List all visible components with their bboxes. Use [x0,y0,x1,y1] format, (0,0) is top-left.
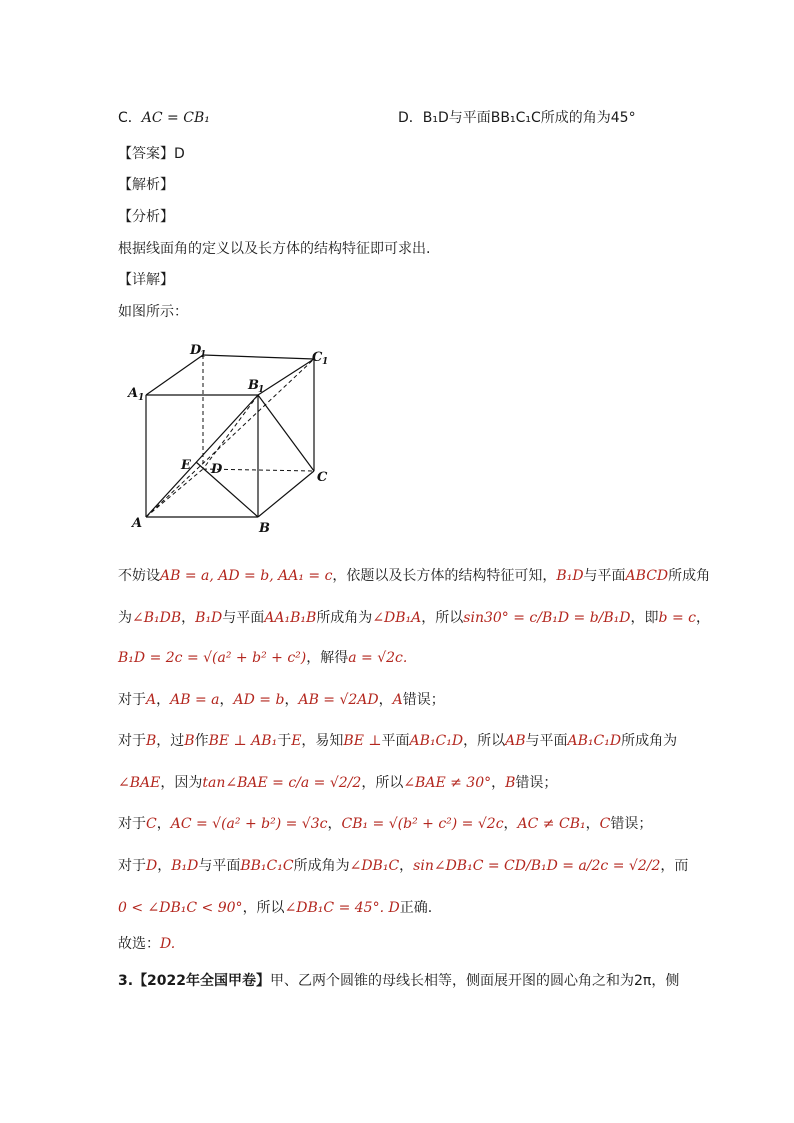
next-question-source: 【2022年全国甲卷】 [133,973,271,989]
svg-text:1: 1 [138,393,145,403]
rutu-text: 如图所示： [118,304,188,320]
solution-line-7 [118,814,652,834]
option-d-label: D． [398,110,423,126]
svg-text:1: 1 [258,385,265,395]
next-question-number: 3. [118,973,134,989]
edge-a-c1 [146,359,314,517]
next-question-text: 甲、乙两个圆锥的母线长相等，侧面展开图的圆心角之和为2π，侧 [270,973,680,989]
xiangjie-tag: 【详解】 [118,272,174,288]
solution-line-1 [118,566,710,586]
label-c: C [317,470,328,485]
solution-line-10 [118,934,175,954]
option-d-text: B₁D与平面BB₁C₁C所成的角为45° [422,110,636,126]
solution-line-5 [118,731,677,751]
label-a: A [132,516,143,531]
label-d: D [211,462,223,477]
fenxi-tag: 【分析】 [118,209,174,225]
svg-text:1: 1 [322,357,329,367]
label-a1: A [128,386,139,401]
solution-line-2 [118,608,710,628]
edge-a1-d1 [146,355,203,395]
solution-line-6 [118,773,557,793]
jiexi-tag: 【解析】 [118,177,174,193]
option-c-expr: AC = CB₁ [141,110,210,126]
label-e: E [181,458,191,473]
solution-line-8-text: 对于D，B₁D与平面BB₁C₁C所成角为∠DB₁C，sin∠DB₁C = CD/B₁D = a/2c = √2/2，而 [118,858,689,874]
edge-b1-c [258,395,314,471]
solution-line-9-text: 0 < ∠DB₁C < 90°，所以∠DB₁C = 45°. D正确. [118,900,433,916]
label-d1: D [190,343,202,358]
label-b1: B [248,378,259,393]
cuboid-figure [118,335,348,540]
fenxi-text: 根据线面角的定义以及长方体的结构特征即可求出. [118,241,431,257]
solution-line-2-text: 为∠B₁DB，B₁D与平面AA₁B₁B所成角为∠DB₁A，所以sin30° = c/B₁D = b/B₁D，即b = c， [118,610,710,626]
edge-b-c [258,471,314,517]
label-b: B [259,521,270,536]
edge-d1-c1 [203,355,314,359]
edge-b1-d [203,395,258,469]
edge-b1-c1 [258,359,314,395]
label-c1: C [312,350,323,365]
solution-line-10-text: 故选：D. [118,936,176,952]
solution-line-4-text: 对于A，AB = a，AD = b，AB = √2AD，A错误； [118,692,445,708]
next-question [118,971,679,991]
solution-line-7-text: 对于C，AC = √(a² + b²) = √3c，CB₁ = √(b² + c²) = √2c，AC ≠ CB₁，C错误； [118,816,653,832]
solution-line-3-text: B₁D = 2c = √(a² + b² + c²)，解得a = √2c. [118,650,408,666]
answer-tag: 【答案】D [118,146,185,162]
svg-text:1: 1 [200,350,207,360]
solution-line-8 [118,856,688,876]
solution-line-6-text: ∠BAE，因为tan∠BAE = c/a = √2/2，所以∠BAE ≠ 30°，B错误； [118,775,558,791]
solution-line-9 [118,898,432,918]
solution-line-1-text: 不妨设AB = a, AD = b, AA₁ = c，依题以及长方体的结构特征可知，B₁D与平面ABCD所成角 [118,568,711,584]
solution-line-4 [118,690,445,710]
option-c [118,108,210,128]
option-c-label: C． [118,110,142,126]
option-d [398,108,636,128]
solution-line-5-text: 对于B，过B作BE ⊥ AB₁于E，易知BE ⊥平面AB₁C₁D，所以AB与平面AB₁C₁D所成角为 [118,733,678,749]
edge-a-b1 [146,395,258,517]
solution-line-3 [118,648,407,668]
edge-a-d [146,469,203,517]
